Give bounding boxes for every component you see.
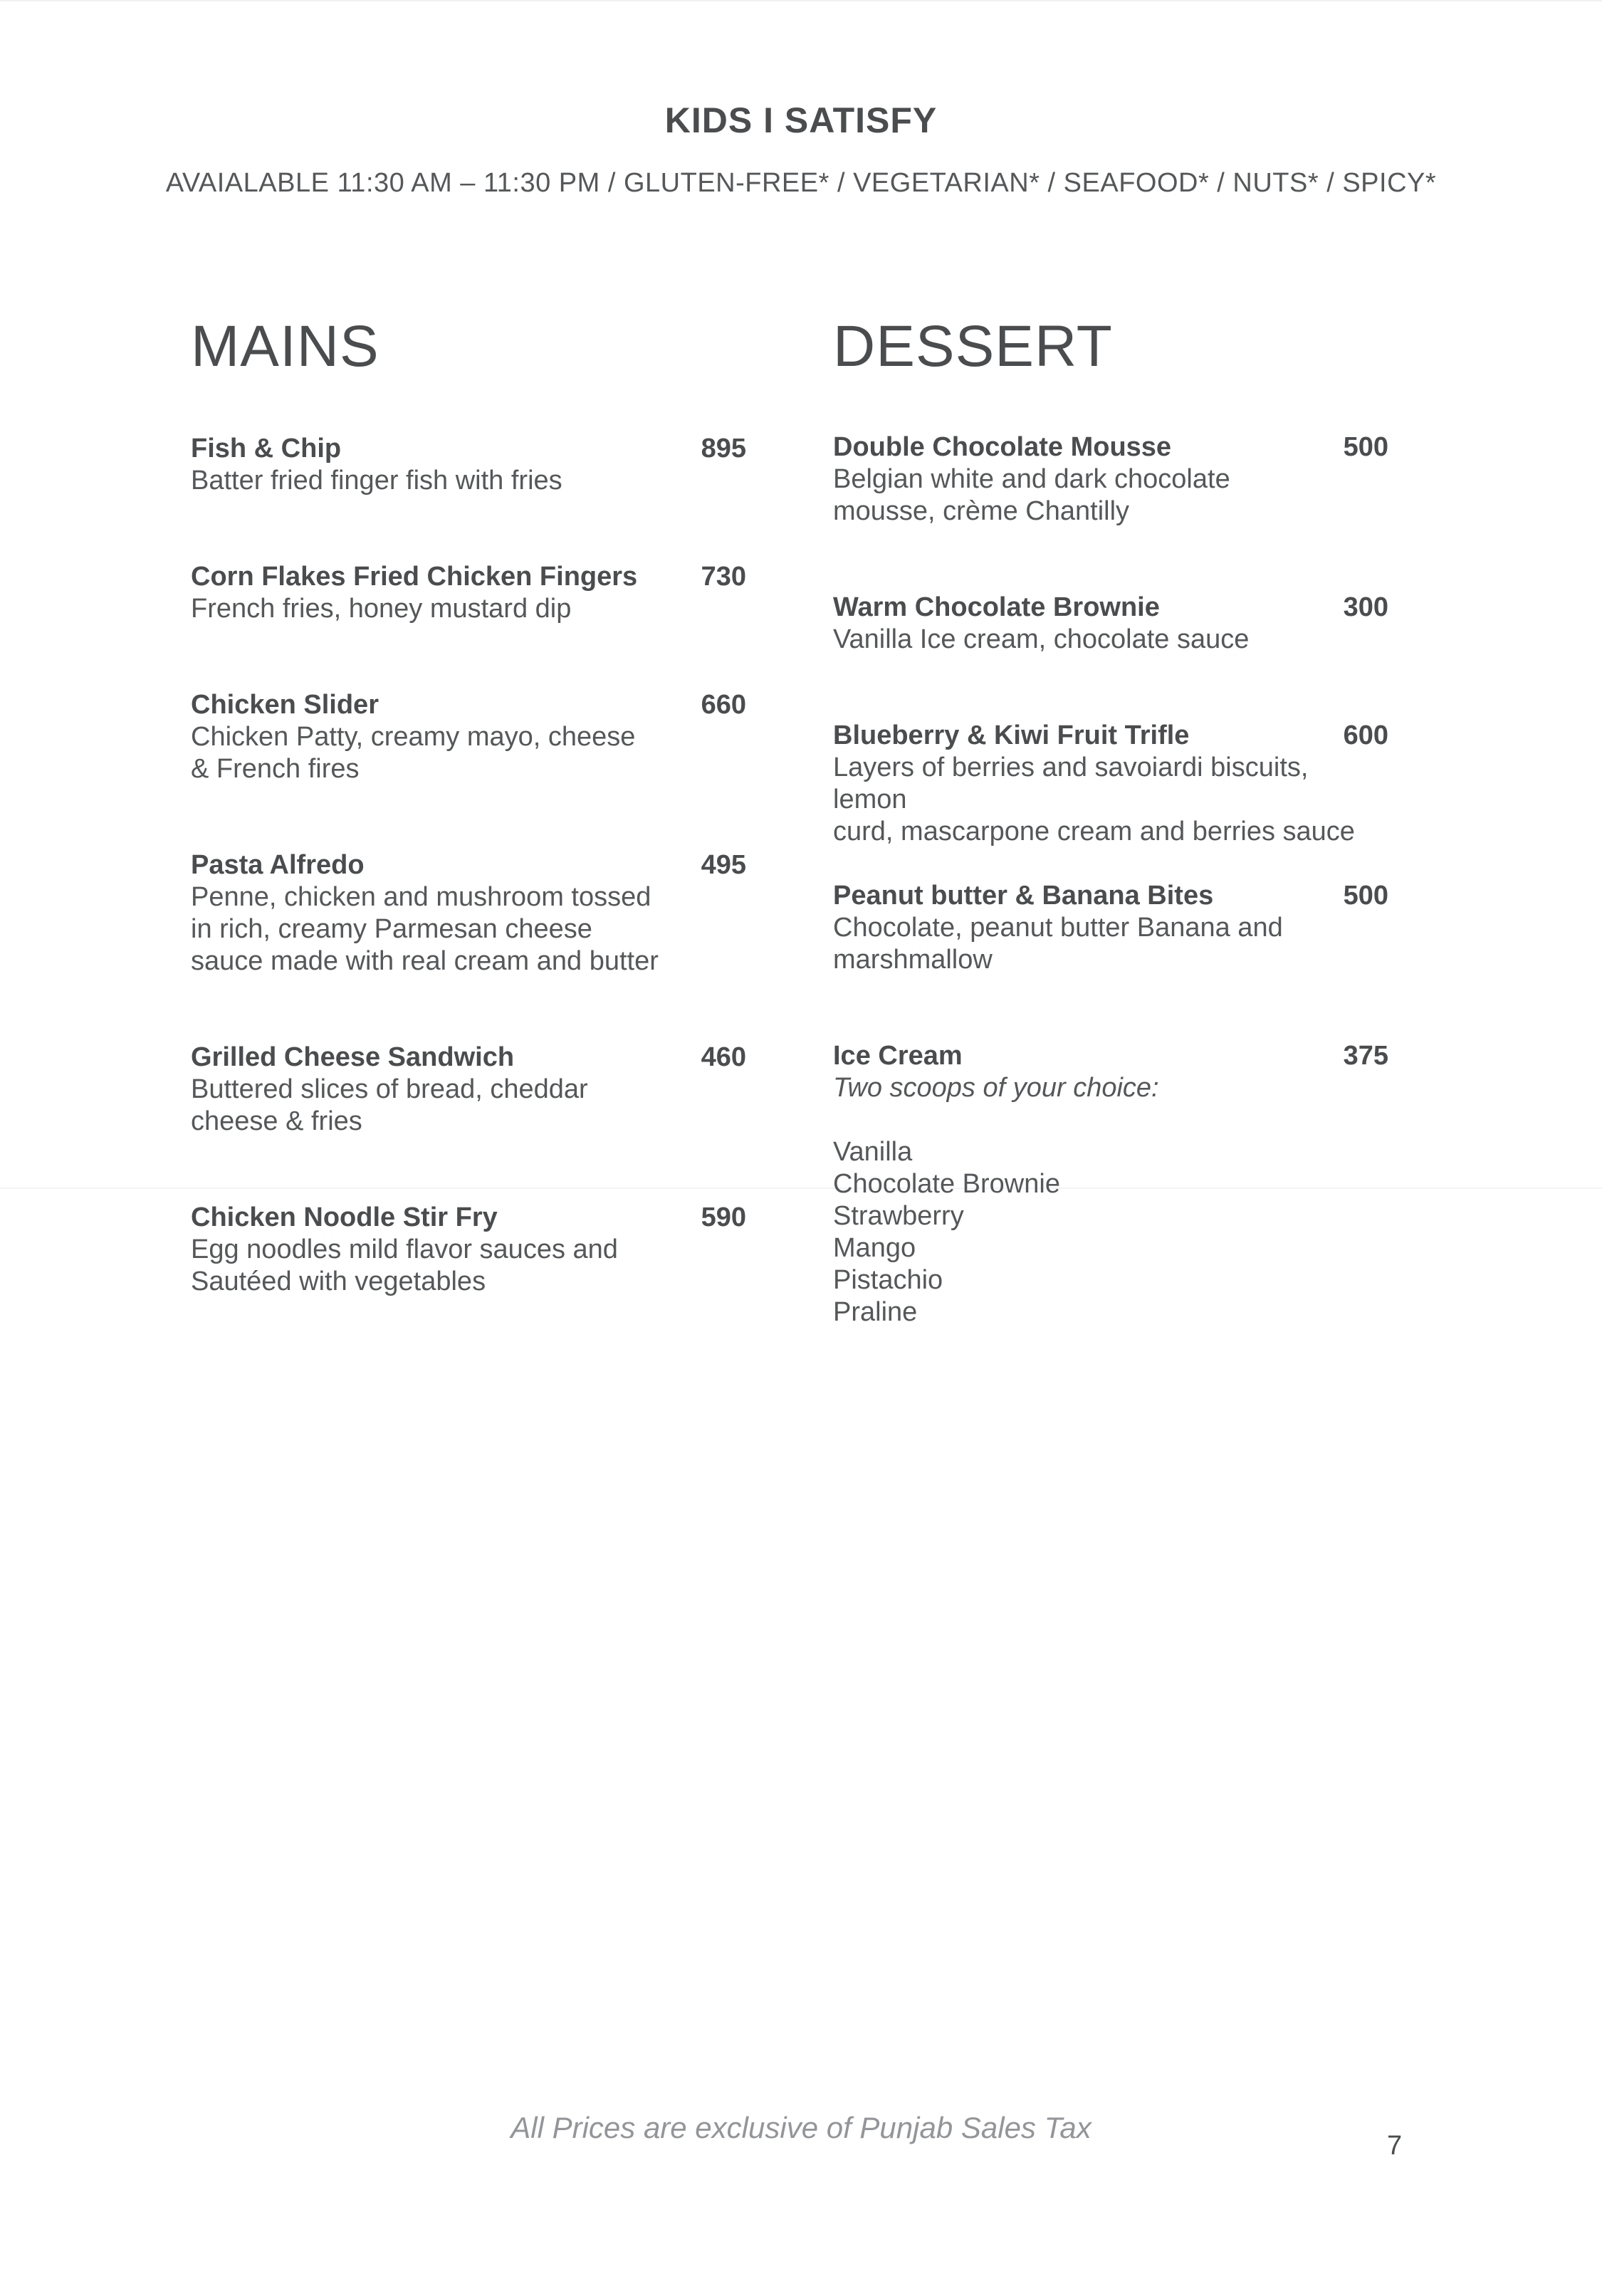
item-name: Corn Flakes Fried Chicken Fingers: [191, 562, 638, 592]
availability-subtitle: AVAIALABLE 11:30 AM – 11:30 PM / GLUTEN-FREE* / VEGETARIAN* / SEAFOOD* / NUTS* / SPICY*: [165, 168, 1437, 198]
item-price: 375: [1343, 1041, 1388, 1071]
item-price: 460: [701, 1042, 746, 1072]
item-price: 300: [1343, 592, 1388, 622]
item-name: Warm Chocolate Brownie: [833, 592, 1160, 622]
tax-note: All Prices are exclusive of Punjab Sales Tax: [511, 2111, 1091, 2144]
item-name: Peanut butter & Banana Bites: [833, 881, 1214, 911]
item-name: Double Chocolate Mousse: [833, 432, 1172, 462]
mains-heading: MAINS: [191, 314, 379, 379]
flavor-option: Strawberry: [833, 1201, 964, 1231]
menu-item-chicken-noodle: [191, 1202, 746, 1298]
item-description: Batter fried finger fish with fries: [191, 466, 562, 496]
item-description: Buttered slices of bread, cheddar: [191, 1074, 588, 1104]
item-description: Layers of berries and savoiardi biscuits, lemon: [833, 753, 1309, 814]
flavor-option: Praline: [833, 1297, 918, 1327]
item-description: Two scoops of your choice:: [833, 1073, 1159, 1103]
item-name: Grilled Cheese Sandwich: [191, 1042, 515, 1072]
item-description: Penne, chicken and mushroom tossed: [191, 882, 651, 912]
menu-item-warm-chocolate-brownie: [833, 592, 1388, 656]
item-price: 495: [701, 850, 746, 880]
item-description: Belgian white and dark chocolate: [833, 464, 1230, 494]
item-description: Chocolate, peanut butter Banana and: [833, 913, 1283, 943]
item-name: Fish & Chip: [191, 434, 342, 463]
menu-item-double-chocolate-mousse: [833, 431, 1388, 528]
item-description: curd, mascarpone cream and berries sauce: [833, 817, 1355, 846]
item-description: cheese & fries: [191, 1106, 362, 1136]
flavor-option: Mango: [833, 1233, 916, 1263]
item-description: Vanilla Ice cream, chocolate sauce: [833, 624, 1250, 654]
item-description: marshmallow: [833, 945, 993, 975]
item-name: Ice Cream: [833, 1041, 963, 1071]
menu-item-corn-flakes-chicken: [191, 561, 746, 625]
item-name: Chicken Slider: [191, 690, 379, 720]
menu-item-blueberry-kiwi-trifle: [833, 720, 1388, 848]
menu-item-ice-cream: [833, 1040, 1388, 1328]
item-price: 590: [701, 1202, 746, 1232]
item-description: & French fires: [191, 754, 360, 784]
item-description: Egg noodles mild flavor sauces and: [191, 1235, 618, 1264]
menu-item-grilled-cheese: [191, 1042, 746, 1138]
item-description: sauce made with real cream and butter: [191, 946, 659, 976]
item-description: in rich, creamy Parmesan cheese: [191, 914, 592, 944]
item-price: 895: [701, 434, 746, 463]
flavor-option: Chocolate Brownie: [833, 1169, 1060, 1199]
item-price: 500: [1343, 432, 1388, 462]
item-name: Blueberry & Kiwi Fruit Trifle: [833, 720, 1190, 750]
item-price: 660: [701, 690, 746, 720]
item-price: 730: [701, 562, 746, 592]
item-description: Chicken Patty, creamy mayo, cheese: [191, 722, 636, 752]
menu-item-pasta-alfredo: [191, 849, 746, 977]
item-name: Pasta Alfredo: [191, 850, 365, 880]
page-number: 7: [1387, 2131, 1403, 2161]
menu-item-fish-chip: [191, 433, 746, 497]
item-price: 500: [1343, 881, 1388, 911]
flavor-option: Pistachio: [833, 1265, 943, 1295]
item-description: Sautéed with vegetables: [191, 1267, 486, 1296]
flavor-option: Vanilla: [833, 1137, 913, 1167]
menu-item-peanut-butter-banana: [833, 880, 1388, 976]
item-description: mousse, crème Chantilly: [833, 496, 1130, 526]
menu-title: KIDS I SATISFY: [664, 100, 938, 140]
item-price: 600: [1343, 720, 1388, 750]
menu-item-chicken-slider: [191, 689, 746, 785]
item-name: Chicken Noodle Stir Fry: [191, 1202, 498, 1232]
top-rule: [0, 0, 1602, 1]
dessert-heading: DESSERT: [833, 314, 1113, 379]
item-description: French fries, honey mustard dip: [191, 594, 572, 624]
